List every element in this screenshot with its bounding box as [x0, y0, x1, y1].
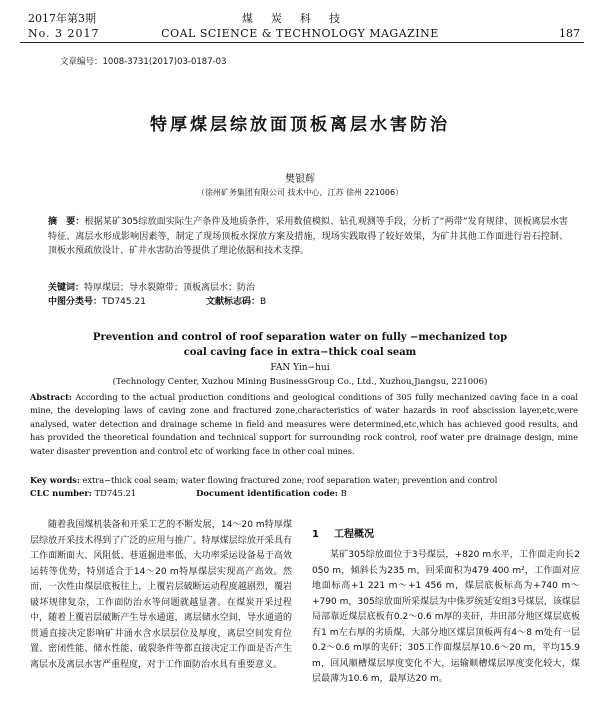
article-id: 文章编号：1008-3731(2017)03-0187-03 [60, 57, 227, 67]
keywords-label-cn: 关键词： [48, 283, 85, 293]
keywords-en [30, 474, 578, 486]
section-paragraph: 某矿305综放面位于3号煤层，+820 m水平，工作面走向长2 050 m，倾斜长为235 m，回采面积为479 400 m²，工作面对应地面标高+1 221 m～+1 456 m，煤层底板标高为+740 m～+790 m，305综放面所采煤层为中侏罗统延安组3号煤层，该煤层局部靠近煤层底板有0.2～0.6 m厚的夹矸，井田部分地区煤层底板有1 m左右厚的劣质煤，大部分地区煤层顶板两有4～8 m处有一层0.2～0.6 m厚的夹矸；305工作面煤层厚10.6～20 m，平均15.9 m，回风顺槽煤层厚度变化不大，运输顺槽煤层厚度变化较大，煤层最薄为10.6 m，最厚达20 m。 [312, 550, 580, 684]
affiliation-en: (Technology Center, Xuzhou Mining BusinessGroup Co., Ltd., Xuzhou,Jiangsu, 221006) [112, 377, 488, 387]
keywords-cn [48, 282, 568, 295]
header-rule [20, 42, 584, 43]
section-number: 1 [312, 529, 319, 540]
page-number: 187 [559, 27, 580, 40]
classification-en [30, 487, 347, 499]
abstract-label-cn: 摘 要： [48, 217, 85, 227]
classification-cn [48, 296, 266, 309]
affiliation-cn: （徐州矿务集团有限公司 技术中心，江苏 徐州 221006） [196, 188, 404, 197]
author-cn: 樊银辉 [285, 174, 315, 185]
clc-label-cn: 中图分类号： [48, 297, 103, 307]
keywords-text-en: extra−thick coal seam; water flowing fractured zone; roof separation water; prevention and control [82, 475, 498, 485]
doc-code-label-cn: 文献标志码： [205, 297, 260, 307]
issue-label-en: No. 3 2017 [28, 27, 100, 40]
abstract-text-en: According to the actual production conditions and geological conditions of 305 fully mechanized caving face in a coal mine, the developing laws of caving zone and fractured zone,characteristics of water hazards in roof abscission layer,etc,were analysed, water detection and drainage scheme in field and measures were determined,etc,which has achieved good results, and has provided the theoretical foundation and technical support for surrounding rock control, roof water pre drainage design, mine water disaster prevention and control etc of working face in other coal mines. [30, 392, 578, 456]
abstract-label-en: Abstract: [30, 392, 72, 402]
doc-code-value-en: B [340, 488, 347, 498]
clc-value-cn: TD745.21 [102, 297, 146, 307]
author-en: FAN Yin−hui [270, 363, 330, 373]
journal-name-en: COAL SCIENCE & TECHNOLOGY MAGAZINE [161, 27, 439, 40]
doc-code-label-en: Document identification code: [196, 488, 338, 498]
abstract-en [30, 391, 578, 458]
keywords-text-cn: 特厚煤层；导水裂隙带；顶板离层水；防治 [84, 283, 256, 293]
intro-paragraph: 随着我国煤机装备和开采工艺的不断发展，14～20 m特厚煤层综放开采技术得到了广泛的应用与推广。特厚煤层综放开采具有工作面断面大、风阻低、巷道掘进率低、大功率采运设备易于高效运转等优势，特别适合于14～20 m特厚煤层实现高产高效。然而，一次性由煤层底板往上，上覆岩层破断运动程度越剧烈，覆岩破坏规律复杂，工作面防治水等问题就越显著。在煤炭开采过程中，随着上覆岩层破断产生导水通道，离层储水空间，导水通道的贯通直接决定影响矿井涌水含水层层位及厚度，离层空间发育位置、密闭性能、储水性能、破裂条件等都直接决定工作面是否产生离层水及离层水害严重程度，对于工作面防治水具有重要意义。 [30, 520, 292, 670]
issue-label-cn: 2017年第3期 [28, 12, 96, 25]
journal-name-cn: 煤炭科技 [242, 12, 358, 25]
keywords-label-en: Key words: [30, 475, 80, 485]
title-cn: 特厚煤层综放面顶板离层水害防治 [150, 115, 450, 135]
title-en: Prevention and control of roof separation water on fully −mechanized top coal caving face in extra−thick coal seam [92, 332, 508, 358]
abstract-cn [48, 215, 568, 259]
clc-value-en: TD745.21 [94, 488, 137, 498]
section-heading [312, 525, 374, 540]
clc-label-en: CLC number: [30, 488, 92, 498]
abstract-text-cn: 根据某矿305综放面实际生产条件及地质条件，采用数值模拟、钻孔观测等手段，分析了“两带”发育规律、顶板离层水害特征、离层水形成影响因素等，制定了现场顶板水探放方案及措施，现场实践取得了较好效果，为矿井其他工作面进行岩石控制、顶板水预疏放设计、矿井水害防治等提供了理论依据和技术支撑。 [48, 217, 568, 256]
doc-code-value-cn: B [259, 297, 267, 307]
section-title: 工程概况 [334, 529, 374, 540]
